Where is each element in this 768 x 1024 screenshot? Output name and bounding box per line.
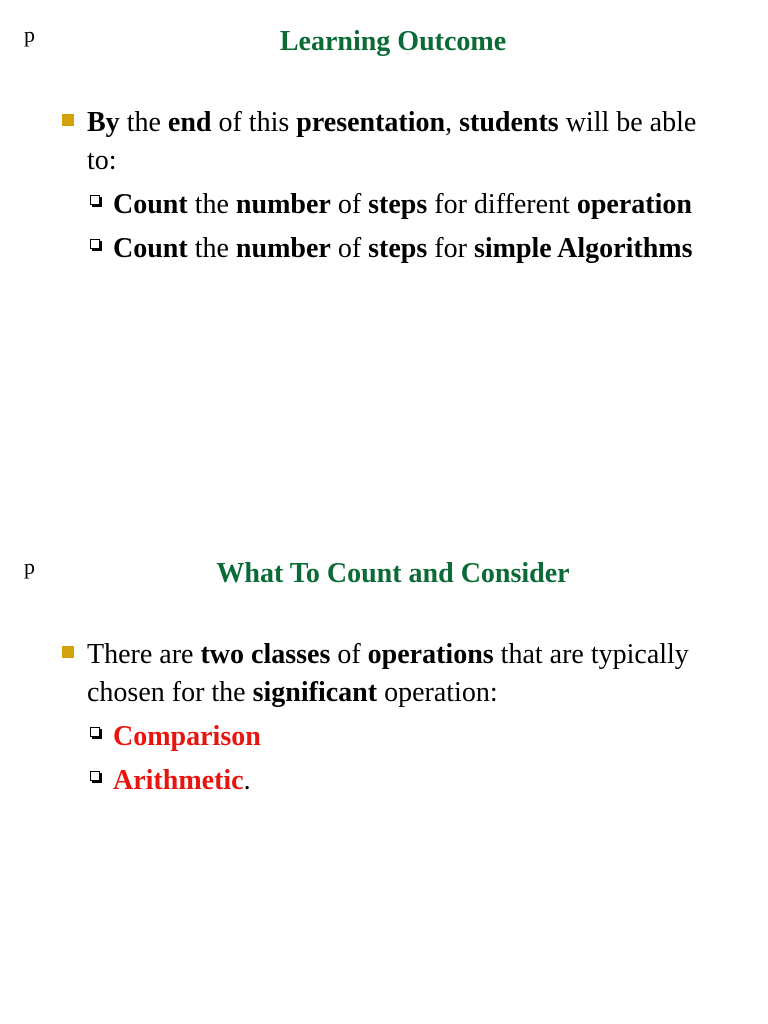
sub-bullet-item: Count the number of steps for simple Algorithms xyxy=(113,230,727,268)
bullet-list xyxy=(87,636,727,800)
sub-bullet-item: Count the number of steps for different operation xyxy=(113,186,727,224)
bullet-item: There are two classes of operations that are typically chosen for the significant operation: xyxy=(87,636,727,712)
slide-marker: p xyxy=(24,22,35,47)
slide-title: What To Count and Consider xyxy=(216,558,570,589)
slide-title: Learning Outcome xyxy=(279,26,507,57)
sub-bullet-item: Comparison xyxy=(113,718,727,756)
sub-bullet-item: Arithmetic. xyxy=(113,762,727,800)
slide-marker: p xyxy=(24,554,35,579)
bullet-item: By the end of this presentation, students will be able to: xyxy=(87,104,727,180)
bullet-list xyxy=(87,104,727,268)
slide-what-to-count xyxy=(0,532,768,1024)
